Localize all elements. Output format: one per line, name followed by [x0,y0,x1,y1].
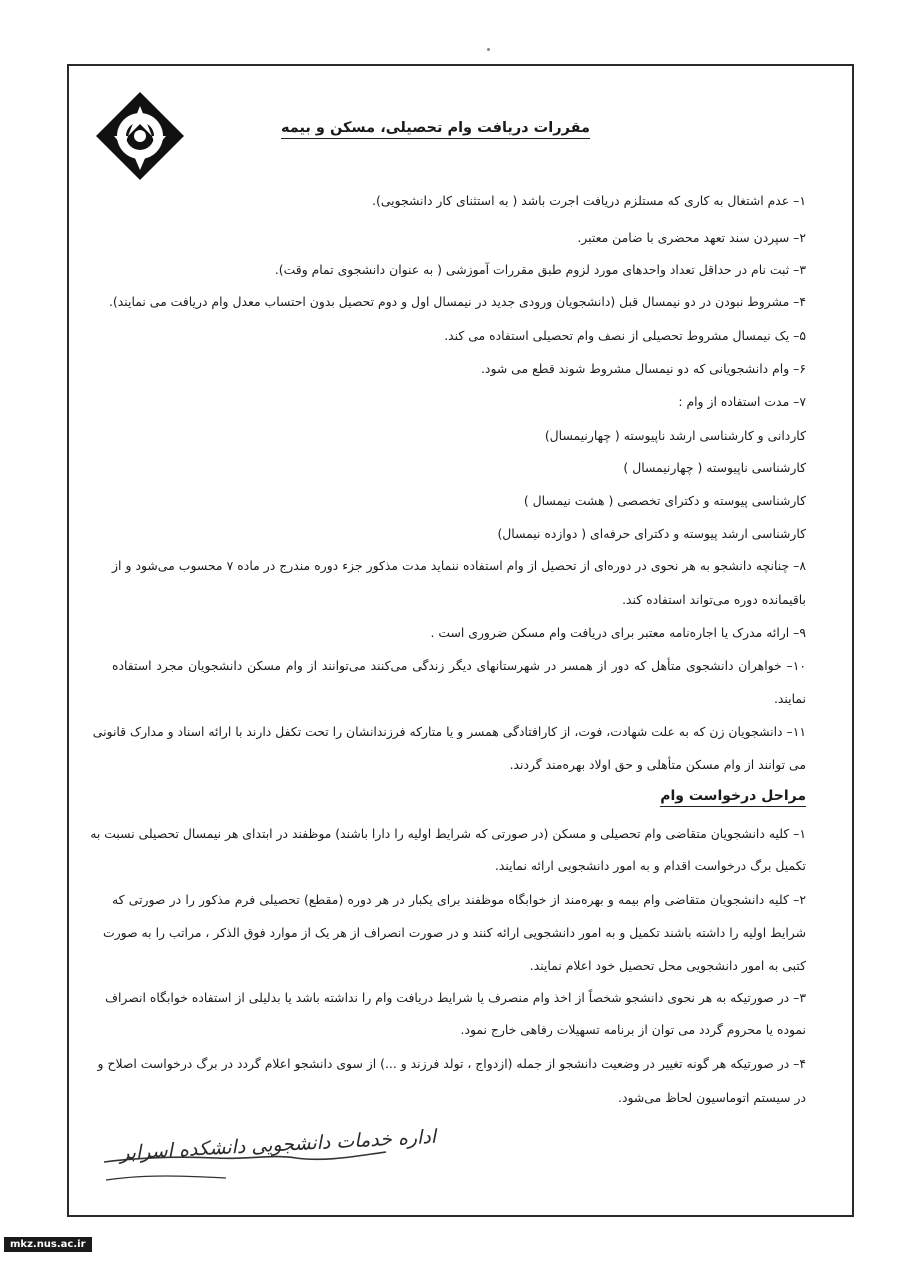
university-logo-icon [94,90,186,182]
scan-speck [487,48,490,51]
rule-7-item-3: کارشناسی پیوسته و دکترای تخصصی ( هشت نیمسال ) [523,493,806,508]
signature: اداره خدمات دانشجویی دانشکده اسرابر [119,1125,437,1165]
step-2-cont-2: کتبی به امور دانشجویی محل تحصیل خود اعلام نمایند. [529,958,806,973]
section-title: مراحل درخواست وام [660,788,806,807]
rule-6: ۶– وام دانشجویانی که دو نیمسال مشروط شوند قطع می شود. [480,361,806,376]
rule-4: ۴– مشروط نبودن در دو نیمسال قبل (دانشجویان ورودی جدید در نیمسال اول و دوم تحصیل بدون احتساب معدل وام دریافت می نمایند). [108,294,806,309]
step-4: ۴– در صورتیکه هر گونه تغییر در وضعیت دانشجو از جمله (ازدواج ، تولد فرزند و ...) از سوی دانشجو اعلام گردد در برگ درخواست اصلاح و [97,1056,806,1071]
rule-7-item-1: کاردانی و کارشناسی ارشد ناپیوسته ( چهارنیمسال) [544,428,806,443]
footer-url-badge[interactable]: mkz.nus.ac.ir [4,1237,92,1252]
step-3-cont: نموده یا محروم گردد می توان از برنامه تسهیلات رفاهی خارج نمود. [460,1022,806,1037]
rule-1: ۱– عدم اشتغال به کاری که مستلزم دریافت اجرت باشد ( به استثنای کار دانشجویی). [372,193,806,208]
rule-2: ۲– سپردن سند تعهد محضری با ضامن معتبر. [577,230,806,245]
step-2-cont-1: شرایط اولیه را داشته باشند تکمیل و به امور دانشجویی ارائه کنند و در صورت انصراف از هر یک از موارد فوق الذکر ، مراتب را به صورت [103,925,806,940]
step-2: ۲– کلیه دانشجویان متقاضی وام بیمه و بهره‌مند از خوابگاه موظفند برای یکبار در هر دوره (مقطع) تحصیلی فرم مذکور را در صورتی که [112,892,806,907]
step-1-cont: تکمیل برگ درخواست اقدام و به امور دانشجویی ارائه نمایند. [494,858,806,873]
rule-7-item-4: کارشناسی ارشد پیوسته و دکترای حرفه‌ای ( دوازده نیمسال) [497,526,806,541]
rule-9: ۹– ارائه مدرک یا اجاره‌نامه معتبر برای دریافت وام مسکن ضروری است . [430,625,806,640]
step-1: ۱– کلیه دانشجویان متقاضی وام تحصیلی و مسکن (در صورتی که شرایط اولیه را دارا باشند) موظفند در ابتدای هر نیمسال تحصیلی نسبت به [90,826,806,841]
rule-11-cont: می توانند از وام مسکن متأهلی و حق اولاد بهره‌مند گردند. [509,757,806,772]
step-3: ۳– در صورتیکه به هر نحوی دانشجو شخصاً از اخذ وام منصرف یا شرایط دریافت وام را نداشته باشد یا بدلیلی از استفاده خوابگاه انصراف [105,990,806,1005]
rule-8-cont: باقیمانده دوره می‌تواند استفاده کند. [622,592,806,607]
document-title: مقررات دریافت وام تحصیلی، مسکن و بیمه [281,120,590,139]
rule-3: ۳– ثبت نام در حداقل تعداد واحدهای مورد لزوم طبق مقررات آموزشی ( به عنوان دانشجوی تمام وقت). [274,262,806,277]
rule-7-item-2: کارشناسی ناپیوسته ( چهارنیمسال ) [623,460,806,475]
rule-8: ۸– چنانچه دانشجو به هر نحوی در دوره‌ای از تحصیل از وام استفاده ننماید مدت مذکور جزء دوره مندرج در ماده ۷ محسوب می‌شود و از [112,558,807,573]
rule-11: ۱۱– دانشجویان زن که به علت شهادت، فوت، از کارافتادگی همسر و یا متارکه فرزندانشان را تحت تکفل دارند با ارائه اسناد و مدارک قانونی [92,724,806,739]
step-4-cont: در سیستم اتوماسیون لحاظ می‌شود. [618,1090,806,1105]
rule-5: ۵– یک نیمسال مشروط تحصیلی از نصف وام تحصیلی استفاده می کند. [444,328,806,343]
rule-7: ۷– مدت استفاده از وام : [678,394,806,409]
rule-10-cont: نمایند. [773,691,806,706]
rule-10: ۱۰– خواهران دانشجوی متأهل که دور از همسر در شهرستانهای دیگر زندگی می‌کنند می‌توانند از وام مسکن دانشجویان مجرد استفاده [112,658,806,673]
